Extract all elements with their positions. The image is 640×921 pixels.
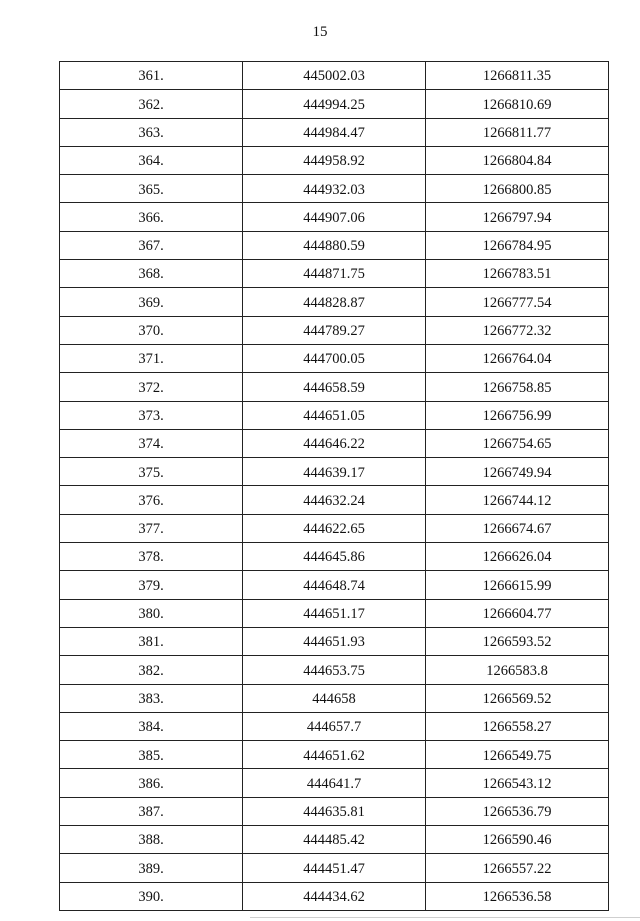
point-number-cell: 366. [60,203,243,231]
y-coordinate-cell: 1266536.58 [426,882,609,910]
table-row [60,344,609,372]
x-coordinate-cell: 444789.27 [243,316,426,344]
table-row [60,826,609,854]
x-coordinate-cell: 444651.17 [243,599,426,627]
x-coordinate-cell: 445002.03 [243,62,426,90]
x-coordinate-cell: 444641.7 [243,769,426,797]
table-row [60,543,609,571]
table-row [60,231,609,259]
y-coordinate-cell: 1266811.35 [426,62,609,90]
y-coordinate-cell: 1266797.94 [426,203,609,231]
y-coordinate-cell: 1266626.04 [426,543,609,571]
x-coordinate-cell: 444651.93 [243,627,426,655]
table-row [60,175,609,203]
x-coordinate-cell: 444828.87 [243,288,426,316]
table-row [60,62,609,90]
y-coordinate-cell: 1266764.04 [426,344,609,372]
table-row [60,656,609,684]
x-coordinate-cell: 444651.05 [243,401,426,429]
point-number-cell: 371. [60,344,243,372]
y-coordinate-cell: 1266593.52 [426,627,609,655]
point-number-cell: 390. [60,882,243,910]
point-number-cell: 368. [60,260,243,288]
point-number-cell: 376. [60,486,243,514]
y-coordinate-cell: 1266536.79 [426,797,609,825]
x-coordinate-cell: 444451.47 [243,854,426,882]
point-number-cell: 362. [60,90,243,118]
table-row [60,90,609,118]
table-row [60,260,609,288]
table-row [60,571,609,599]
point-number-cell: 363. [60,118,243,146]
point-number-cell: 386. [60,769,243,797]
x-coordinate-cell: 444657.7 [243,712,426,740]
x-coordinate-cell: 444958.92 [243,146,426,174]
table-row [60,458,609,486]
x-coordinate-cell: 444632.24 [243,486,426,514]
y-coordinate-cell: 1266783.51 [426,260,609,288]
table-row [60,599,609,627]
y-coordinate-cell: 1266558.27 [426,712,609,740]
y-coordinate-cell: 1266804.84 [426,146,609,174]
point-number-cell: 378. [60,543,243,571]
table-row [60,797,609,825]
x-coordinate-cell: 444635.81 [243,797,426,825]
point-number-cell: 389. [60,854,243,882]
coordinates-table [59,61,609,911]
y-coordinate-cell: 1266615.99 [426,571,609,599]
point-number-cell: 369. [60,288,243,316]
x-coordinate-cell: 444639.17 [243,458,426,486]
point-number-cell: 381. [60,627,243,655]
table-row [60,203,609,231]
point-number-cell: 379. [60,571,243,599]
x-coordinate-cell: 444932.03 [243,175,426,203]
y-coordinate-cell: 1266543.12 [426,769,609,797]
x-coordinate-cell: 444700.05 [243,344,426,372]
x-coordinate-cell: 444622.65 [243,514,426,542]
point-number-cell: 383. [60,684,243,712]
y-coordinate-cell: 1266583.8 [426,656,609,684]
point-number-cell: 364. [60,146,243,174]
x-coordinate-cell: 444984.47 [243,118,426,146]
y-coordinate-cell: 1266604.77 [426,599,609,627]
y-coordinate-cell: 1266772.32 [426,316,609,344]
y-coordinate-cell: 1266756.99 [426,401,609,429]
point-number-cell: 380. [60,599,243,627]
y-coordinate-cell: 1266590.46 [426,826,609,854]
x-coordinate-cell: 444658 [243,684,426,712]
x-coordinate-cell: 444485.42 [243,826,426,854]
point-number-cell: 388. [60,826,243,854]
page-number: 15 [312,24,328,40]
table-row [60,316,609,344]
x-coordinate-cell: 444907.06 [243,203,426,231]
y-coordinate-cell: 1266674.67 [426,514,609,542]
point-number-cell: 373. [60,401,243,429]
y-coordinate-cell: 1266549.75 [426,741,609,769]
point-number-cell: 382. [60,656,243,684]
page-bottom-edge [250,917,640,918]
table-row [60,288,609,316]
point-number-cell: 367. [60,231,243,259]
y-coordinate-cell: 1266784.95 [426,231,609,259]
point-number-cell: 385. [60,741,243,769]
table-row [60,684,609,712]
x-coordinate-cell: 444648.74 [243,571,426,599]
table-row [60,854,609,882]
x-coordinate-cell: 444646.22 [243,429,426,457]
table-row [60,769,609,797]
x-coordinate-cell: 444651.62 [243,741,426,769]
table-row [60,401,609,429]
point-number-cell: 377. [60,514,243,542]
coordinates-table-body [60,62,609,911]
y-coordinate-cell: 1266557.22 [426,854,609,882]
point-number-cell: 387. [60,797,243,825]
table-row [60,741,609,769]
y-coordinate-cell: 1266800.85 [426,175,609,203]
table-row [60,146,609,174]
x-coordinate-cell: 444434.62 [243,882,426,910]
table-row [60,429,609,457]
table-row [60,712,609,740]
point-number-cell: 372. [60,373,243,401]
y-coordinate-cell: 1266758.85 [426,373,609,401]
point-number-cell: 375. [60,458,243,486]
x-coordinate-cell: 444994.25 [243,90,426,118]
y-coordinate-cell: 1266811.77 [426,118,609,146]
y-coordinate-cell: 1266810.69 [426,90,609,118]
point-number-cell: 384. [60,712,243,740]
y-coordinate-cell: 1266569.52 [426,684,609,712]
y-coordinate-cell: 1266749.94 [426,458,609,486]
x-coordinate-cell: 444880.59 [243,231,426,259]
x-coordinate-cell: 444871.75 [243,260,426,288]
x-coordinate-cell: 444658.59 [243,373,426,401]
x-coordinate-cell: 444653.75 [243,656,426,684]
table-row [60,514,609,542]
point-number-cell: 365. [60,175,243,203]
table-row [60,627,609,655]
table-row [60,118,609,146]
table-row [60,373,609,401]
point-number-cell: 361. [60,62,243,90]
x-coordinate-cell: 444645.86 [243,543,426,571]
point-number-cell: 370. [60,316,243,344]
point-number-cell: 374. [60,429,243,457]
y-coordinate-cell: 1266754.65 [426,429,609,457]
table-row [60,882,609,910]
y-coordinate-cell: 1266744.12 [426,486,609,514]
table-row [60,486,609,514]
y-coordinate-cell: 1266777.54 [426,288,609,316]
